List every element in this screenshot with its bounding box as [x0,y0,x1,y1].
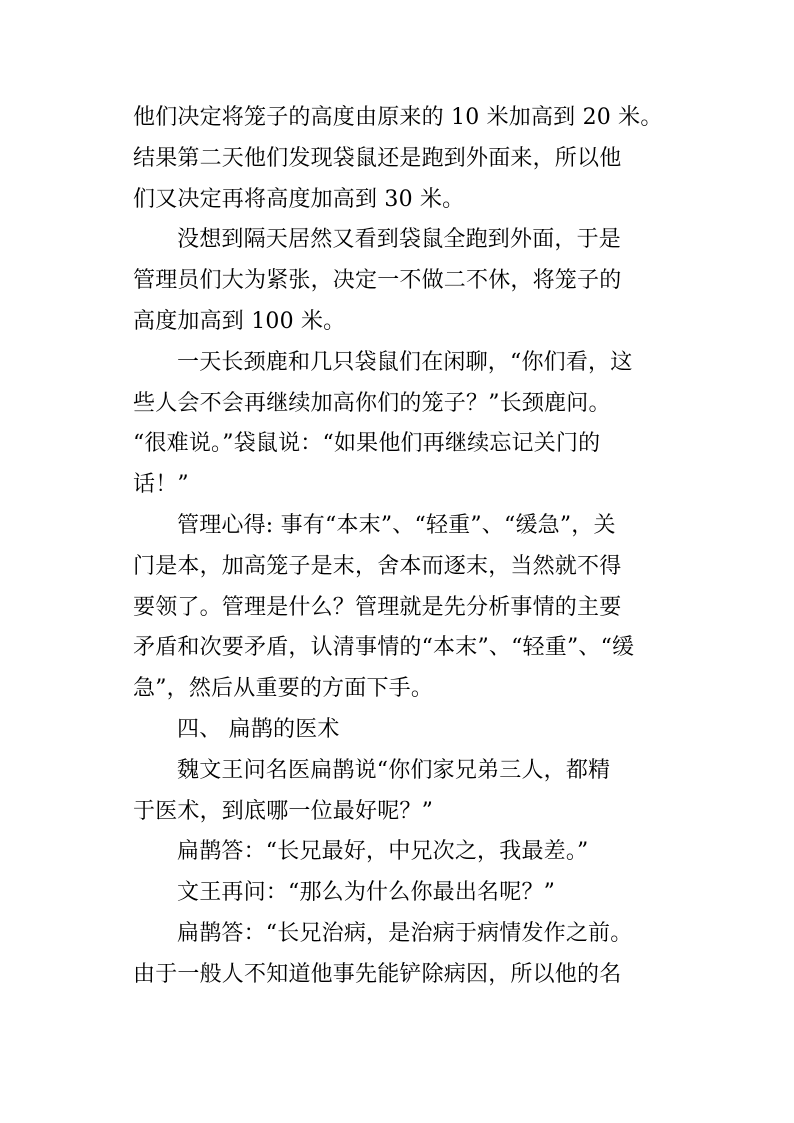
text-line: 高度加高到 100 米。 [133,308,346,334]
text-line: “很难说。”袋鼠说：“如果他们再继续忘记关门的 [133,431,601,457]
text-line: 扁鹊答：“长兄治病，是治病于病情发作之前。 [177,920,633,946]
text-line: 一天长颈鹿和几只袋鼠们在闲聊，“你们看，这 [177,349,633,375]
text-line: 扁鹊答：“长兄最好，中兄次之，我最差。” [177,839,589,865]
text-line: 矛盾和次要矛盾，认清事情的“本末”、“轻重”、“缓 [133,635,635,661]
text-line: 们又决定再将高度加高到 30 米。 [133,186,465,212]
text-line: 由于一般人不知道他事先能铲除病因，所以他的名 [133,961,622,987]
text-line: 结果第二天他们发现袋鼠还是跑到外面来，所以他 [133,145,622,171]
text-line: 文王再问：“那么为什么你最出名呢？” [177,880,556,906]
section-heading: 四、 扁鹊的医术 [177,716,340,742]
text-line: 他们决定将笼子的高度由原来的 10 米加高到 20 米。 [133,105,663,130]
text-line: 没想到隔天居然又看到袋鼠全跑到外面，于是 [177,227,622,253]
text-line: 急”，然后从重要的方面下手。 [133,676,434,702]
text-line: 些人会不会再继续加高你们的笼子？”长颈鹿问。 [133,390,611,416]
text-line: 管理员们大为紧张，决定一不做二不休，将笼子的 [133,268,622,294]
text-line: 于医术，到底哪一位最好呢？” [133,798,434,824]
text-line: 要领了。管理是什么？管理就是先分析事情的主要 [133,594,622,620]
text-line: 话！” [133,472,189,498]
text-line: 管理心得: 事有“本末”、“轻重”、“缓急”，关 [177,512,616,538]
text-line: 门是本，加高笼子是末，舍本而逐末，当然就不得 [133,553,622,579]
text-line: 魏文王问名医扁鹊说“你们家兄弟三人，都精 [177,757,611,783]
document-page [133,98,673,996]
